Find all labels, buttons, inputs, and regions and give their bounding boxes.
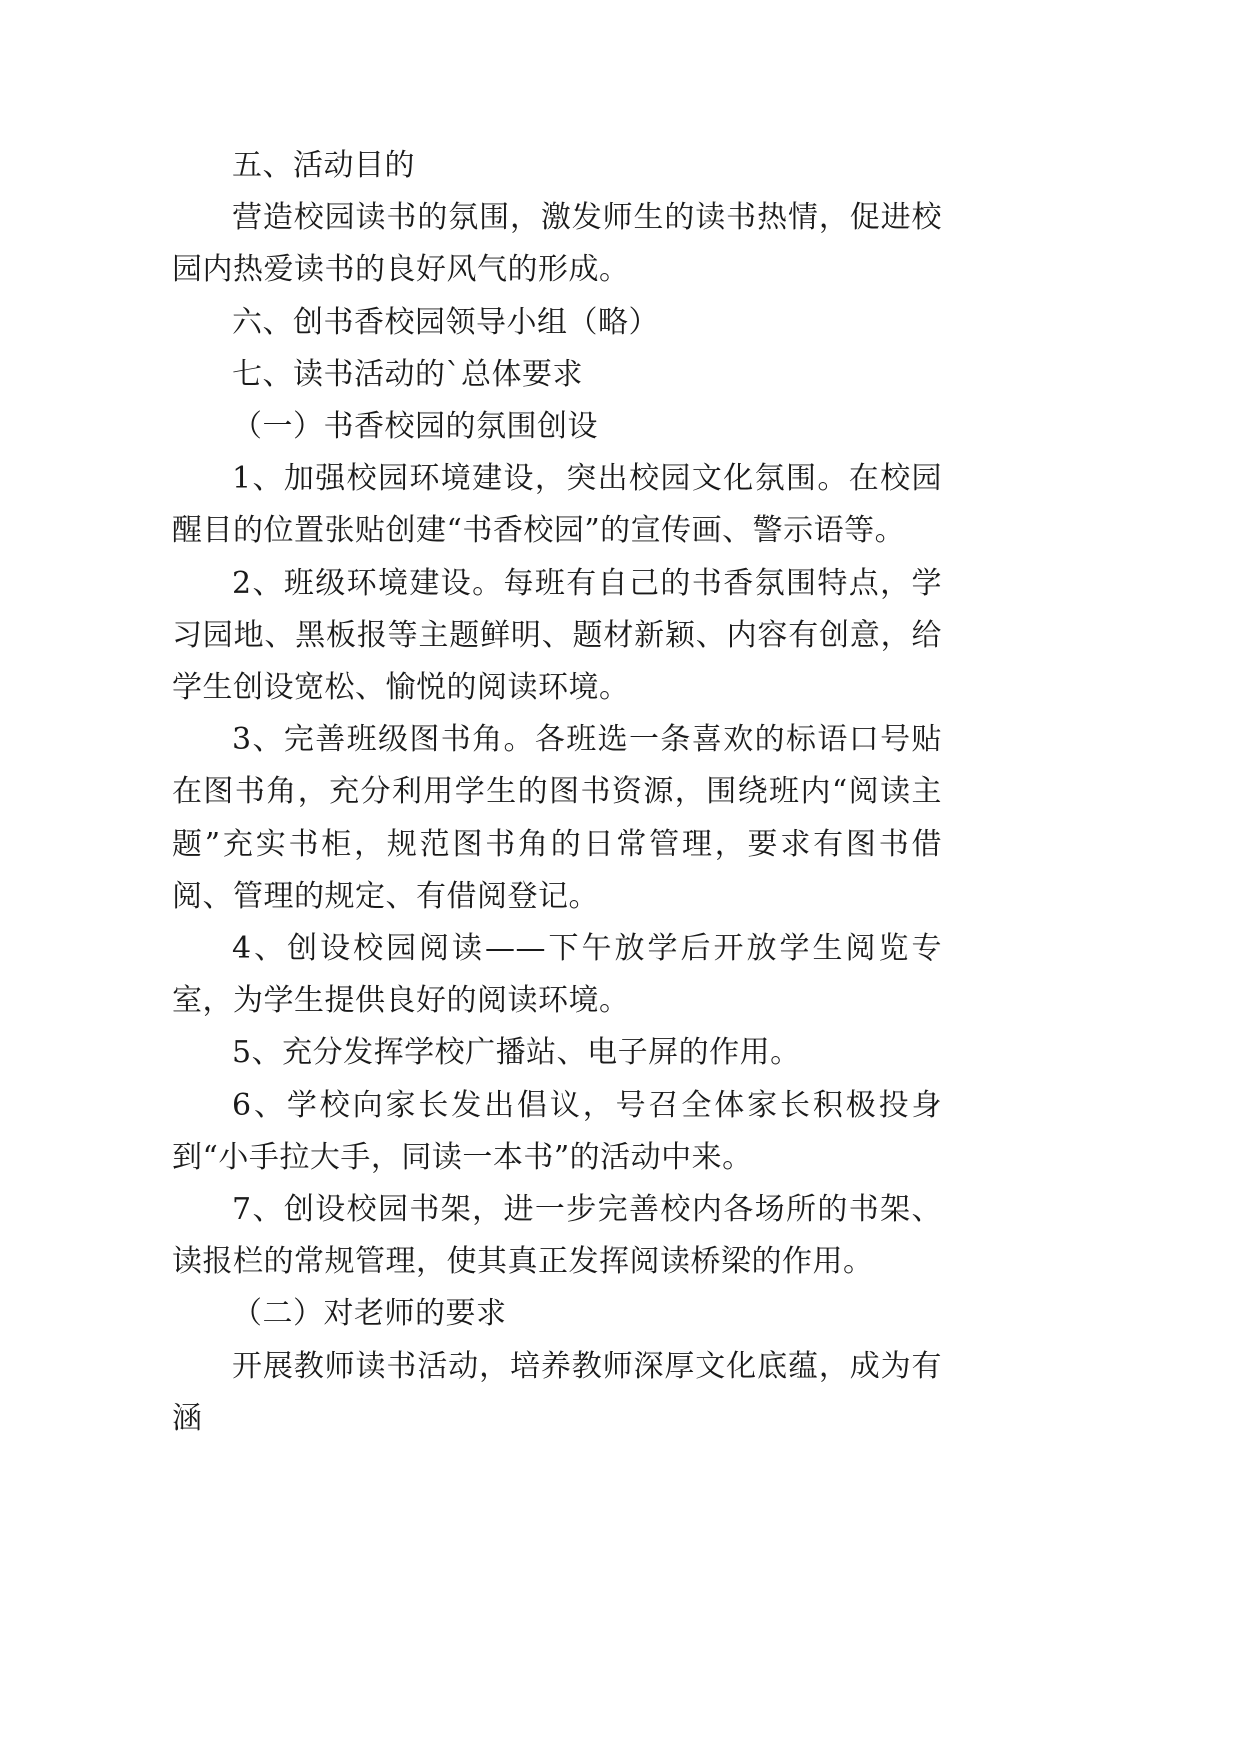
paragraph-teacher-reading: 开展教师读书活动，培养教师深厚文化底蕴，成为有涵 — [172, 1348, 942, 1436]
list-item-6: 6、学校向家长发出倡议，号召全体家长积极投身到“小手拉大手，同读一本书”的活动中来。 — [172, 1087, 942, 1175]
list-item-7: 7、创设校园书架，进一步完善校内各场所的书架、读报栏的常规管理，使其真正发挥阅读桥梁的作用。 — [172, 1192, 942, 1280]
list-item-1: 1、加强校园环境建设，突出校园文化氛围。在校园醒目的位置张贴创建“书香校园”的宣传画、警示语等。 — [172, 461, 942, 549]
section-heading-general-requirements: 七、读书活动的`总体要求 — [232, 356, 583, 392]
list-item-2: 2、班级环境建设。每班有自己的书香氛围特点，学习园地、黑板报等主题鲜明、题材新颖、内容有创意，给学生创设宽松、愉悦的阅读环境。 — [172, 565, 942, 706]
paragraph-purpose: 营造校园读书的氛围，激发师生的读书热情，促进校园内热爱读书的良好风气的形成。 — [172, 200, 942, 288]
section-heading-leadership-group: 六、创书香校园领导小组（略） — [232, 304, 659, 340]
subsection-heading-atmosphere: （一）书香校园的氛围创设 — [232, 409, 598, 445]
document-body — [172, 140, 942, 1445]
list-item-4: 4、创设校园阅读——下午放学后开放学生阅览专室，为学生提供良好的阅读环境。 — [172, 931, 942, 1019]
list-item-5: 5、充分发挥学校广播站、电子屏的作用。 — [232, 1035, 801, 1071]
list-item-3: 3、完善班级图书角。各班选一条喜欢的标语口号贴在图书角，充分利用学生的图书资源，围绕班内“阅读主题”充实书柜，规范图书角的日常管理，要求有图书借阅、管理的规定、有借阅登记。 — [172, 722, 942, 914]
subsection-heading-teacher-requirements: （二）对老师的要求 — [232, 1296, 507, 1332]
section-heading-purpose: 五、活动目的 — [232, 148, 415, 183]
